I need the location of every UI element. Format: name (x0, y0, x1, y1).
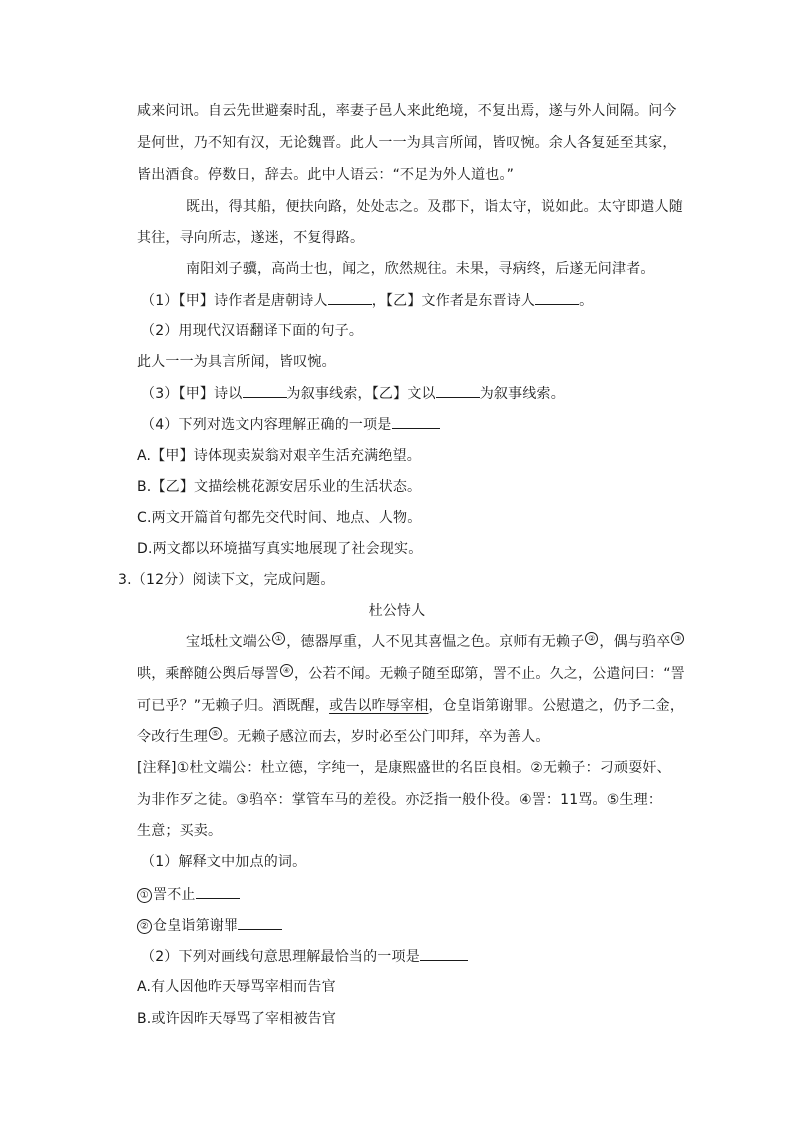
article-text: 哄，乘醉随公舆后辱詈 (137, 666, 279, 682)
article-text: ，德器厚重，人不见其喜愠之色。京师有无赖子 (286, 634, 585, 650)
question-3-heading: 3.（12分）阅读下文，完成问题。 (118, 572, 335, 588)
question-text: 。 (579, 293, 594, 309)
word-text: 詈不止 (153, 887, 196, 903)
passage-line: 既出，得其船，便扶向路，处处志之。及郡下，诣太守，说如此。太守即遣人随 (186, 199, 683, 215)
answer-blank[interactable] (392, 414, 440, 429)
article-line (137, 727, 550, 747)
subquestion-2: （2）用现代汉语翻译下面的句子。 (141, 323, 364, 339)
answer-blank[interactable] (420, 946, 468, 961)
article-line (186, 632, 685, 652)
option-a: A.【甲】诗体现卖炭翁对艰辛生活充满绝望。 (137, 448, 421, 464)
passage-line: 皆出酒食。停数日，辞去。此中人语云：“不足为外人道也。” (137, 167, 515, 183)
article-title: 杜公恃人 (368, 603, 426, 619)
article-text: ，公若不闻。无赖子随至邸第，詈不止。久之，公遣问曰：“詈 (294, 666, 685, 682)
option-a: A.有人因他昨天辱骂宰相而告官 (137, 979, 336, 995)
answer-blank[interactable] (328, 290, 372, 305)
footnote-mark: ③ (671, 632, 684, 645)
article-text: ，偶与驺卒 (599, 634, 671, 650)
answer-blank[interactable] (535, 290, 579, 305)
annotation-line: 为非作歹之徒。③驺卒：掌管车马的差役。亦泛指一般仆役。④詈：11骂。⑤生理： (137, 792, 663, 808)
footnote-mark: ④ (280, 664, 293, 677)
translate-sentence: 此人一一为具言所闻，皆叹惋。 (137, 354, 336, 370)
footnote-mark: ② (585, 632, 598, 645)
passage-line: 南阳刘子骥，高尚士也，闻之，欣然规往。未果，寻病终，后遂无问津者。 (186, 261, 655, 277)
option-b: B.【乙】文描绘桃花源安居乐业的生活状态。 (137, 479, 422, 495)
item-number: ① (137, 888, 152, 903)
option-c: C.两文开篇首句都先交代时间、地点、人物。 (137, 510, 422, 526)
answer-blank[interactable] (243, 383, 287, 398)
question-text: （1）【甲】诗作者是唐朝诗人 (141, 293, 328, 309)
article-text: 。无赖子感泣而去，岁时必至公门叩拜，卒为善人。 (223, 729, 550, 745)
subquestion-1 (141, 290, 593, 311)
q3-subquestion-1: （1）解释文中加点的词。 (141, 854, 307, 870)
word-item-2 (137, 915, 282, 936)
article-text: ，仓皇诣第谢罪。公慰遣之，仍予二金， (428, 698, 685, 714)
word-item-1 (137, 884, 240, 905)
passage-line: 是何世，乃不知有汉，无论魏晋。此人一一为具言所闻，皆叹惋。余人各复延至其家， (137, 135, 677, 151)
question-text: （4）下列对选文内容理解正确的一项是 (141, 417, 392, 433)
footnote-mark: ⑤ (209, 727, 222, 740)
article-text: 宝坻杜文端公 (186, 634, 272, 650)
question-text: 为叙事线索，【乙】文以 (286, 386, 436, 402)
underlined-sentence: 或告以昨辱宰相 (329, 698, 429, 714)
article-text: 令改行生理 (137, 729, 208, 745)
item-number: ② (137, 919, 152, 934)
answer-blank[interactable] (238, 915, 282, 930)
word-text: 仓皇诣第谢罪 (153, 918, 239, 934)
question-text: （2）下列对画线句意思理解最恰当的一项是 (141, 949, 420, 965)
passage-line: 其往，寻向所志，遂迷，不复得路。 (137, 230, 365, 246)
subquestion-4 (141, 414, 440, 435)
question-text: （3）【甲】诗以 (141, 386, 243, 402)
option-d: D.两文都以环境描写真实地展现了社会现实。 (137, 541, 423, 557)
question-text: 为叙事线索。 (479, 386, 565, 402)
article-line (137, 664, 685, 684)
footnote-mark: ① (272, 632, 285, 645)
passage-line: 咸来问讯。自云先世避秦时乱，率妻子邑人来此绝境，不复出焉，遂与外人间隔。问今 (137, 103, 677, 119)
article-line (137, 696, 684, 716)
subquestion-3 (141, 383, 565, 404)
answer-blank[interactable] (436, 383, 480, 398)
article-text: 可已乎？”无赖子归。酒既醒， (137, 698, 330, 714)
option-b: B.或许因昨天辱骂了宰相被告官 (137, 1011, 337, 1027)
annotation-line: [注释]①杜文端公：杜立德，字纯一，是康熙盛世的名臣良相。②无赖子：刁顽耍奸、 (137, 760, 671, 776)
annotation-line: 生意；买卖。 (137, 823, 223, 839)
answer-blank[interactable] (196, 884, 240, 899)
question-text: ，【乙】文作者是东晋诗人 (371, 293, 536, 309)
q3-subquestion-2 (141, 946, 468, 967)
